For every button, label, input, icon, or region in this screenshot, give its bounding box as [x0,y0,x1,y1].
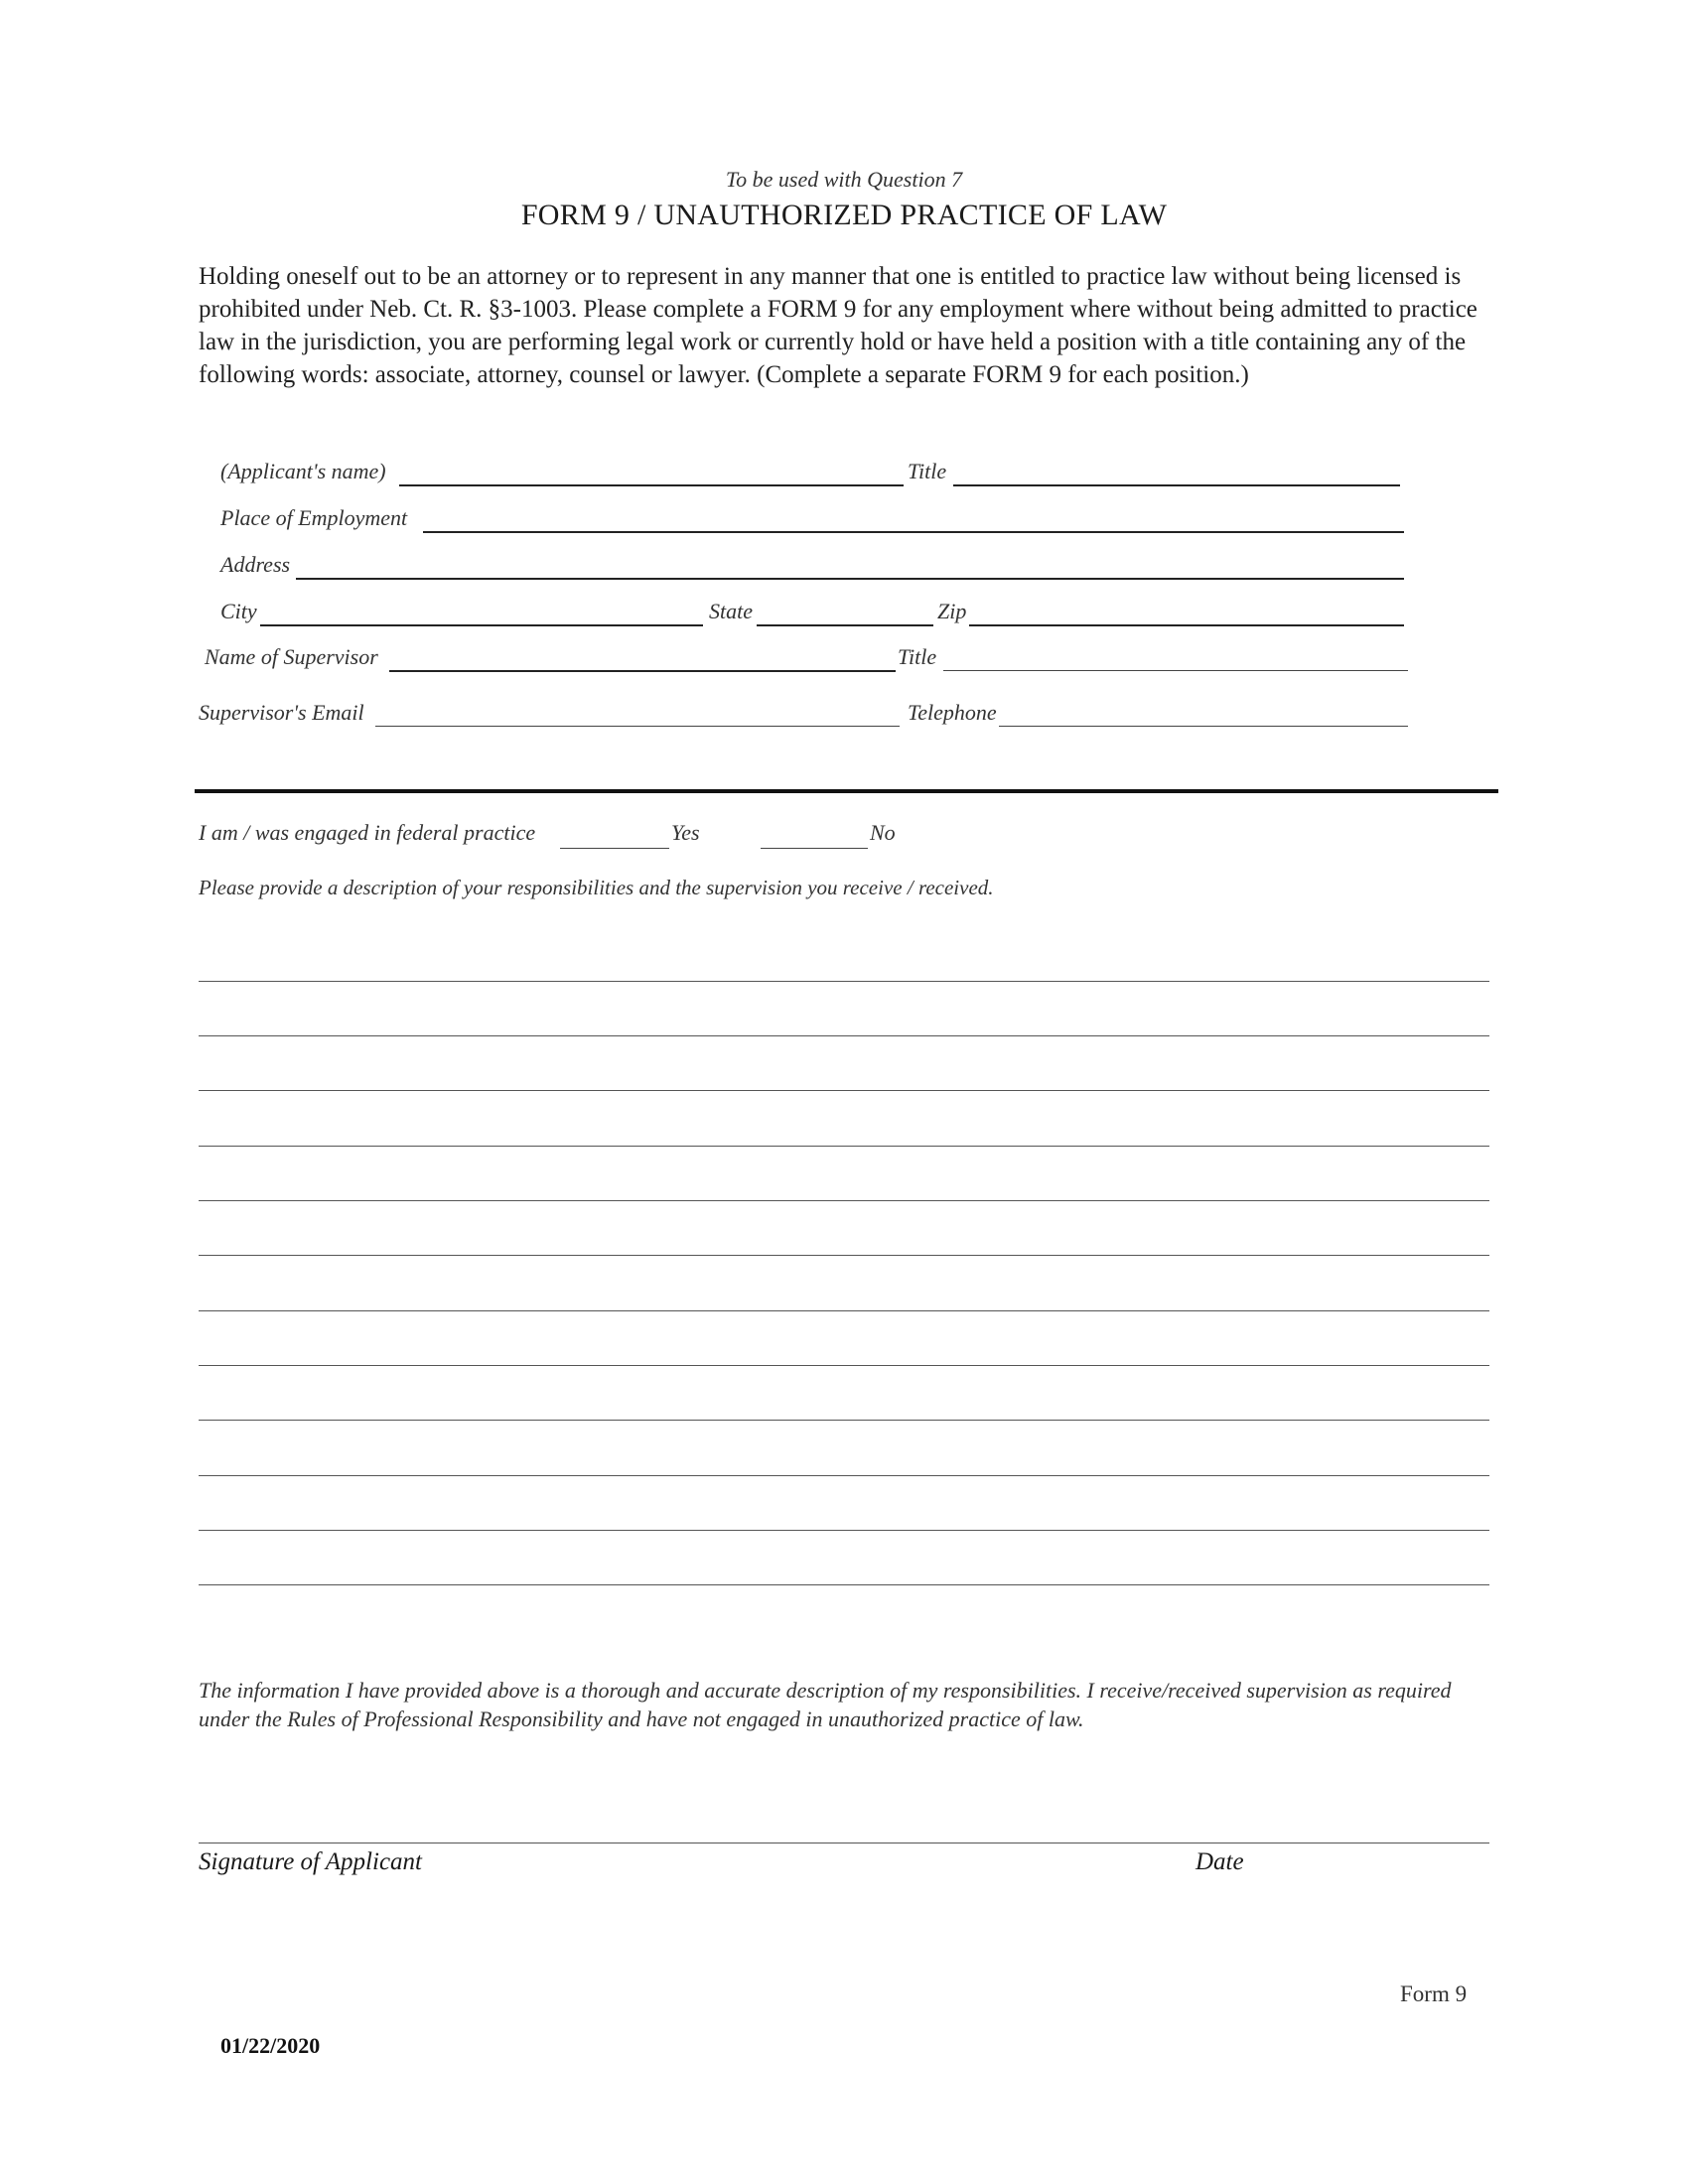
intro-paragraph: Holding oneself out to be an attorney or to represent in any manner that one is entitled to practice law without being licensed is prohibited under Neb. Ct. R. §3-1003. Please complete a FORM 9 for any employment where without being admitted to practice law in the jurisdiction, you are performing legal work or currently hold or have held a position with a title containing any of the following words: associate, attorney, counsel or lawyer. (Complete a separate FORM 9 for each position.) [199,263,1477,388]
applicant-name-field[interactable] [399,459,904,486]
description-line[interactable] [199,1584,1489,1585]
applicant-name-label: (Applicant's name) [220,459,386,483]
description-line[interactable] [199,1090,1489,1091]
description-line[interactable] [199,1200,1489,1201]
address-field[interactable] [296,552,1404,580]
place-of-employment-label: Place of Employment [220,505,408,530]
place-of-employment-field[interactable] [423,505,1404,533]
description-line[interactable] [199,1146,1489,1147]
supervisor-title-field[interactable] [943,644,1408,671]
zip-label: Zip [937,599,967,623]
description-line[interactable] [199,1420,1489,1421]
description-line[interactable] [199,1035,1489,1036]
city-field[interactable] [260,599,703,626]
federal-no-blank[interactable] [761,822,868,849]
description-line[interactable] [199,1530,1489,1531]
description-line[interactable] [199,1255,1489,1256]
zip-field[interactable] [969,599,1404,626]
section-divider [195,789,1498,793]
signature-label: Signature of Applicant [199,1848,422,1875]
description-line[interactable] [199,1475,1489,1476]
telephone-field[interactable] [999,700,1408,727]
title-field[interactable] [953,459,1400,486]
federal-practice-label: I am / was engaged in federal practice [199,820,536,845]
form-subtitle: To be used with Question 7 [725,167,963,192]
supervisor-title-label: Title [898,644,937,669]
form-title: FORM 9 / UNAUTHORIZED PRACTICE OF LAW [520,199,1168,231]
revision-date: 01/22/2020 [220,2033,321,2058]
federal-yes-blank[interactable] [560,822,669,849]
form-number: Form 9 [1400,1981,1468,2006]
description-line[interactable] [199,1365,1489,1366]
title-label: Title [908,459,947,483]
state-label: State [709,599,753,623]
telephone-label: Telephone [908,700,997,725]
supervisor-name-label: Name of Supervisor [205,644,378,669]
description-prompt: Please provide a description of your responsibilities and the supervision you receive / received. [199,876,994,899]
supervisor-email-label: Supervisor's Email [199,700,364,725]
state-field[interactable] [757,599,933,626]
description-line[interactable] [199,981,1489,982]
date-label: Date [1196,1848,1244,1875]
attestation-statement: The information I have provided above is a thorough and accurate description of my responsibilities. I receive/received supervision as required under the Rules of Professional Responsibility and have not engaged in unauthorized practice of law. [199,1678,1452,1731]
supervisor-email-field[interactable] [375,700,900,727]
federal-no-label: No [870,820,896,845]
federal-yes-label: Yes [671,820,700,845]
address-label: Address [220,552,291,577]
city-label: City [220,599,257,623]
supervisor-name-field[interactable] [389,644,896,672]
description-line[interactable] [199,1310,1489,1311]
